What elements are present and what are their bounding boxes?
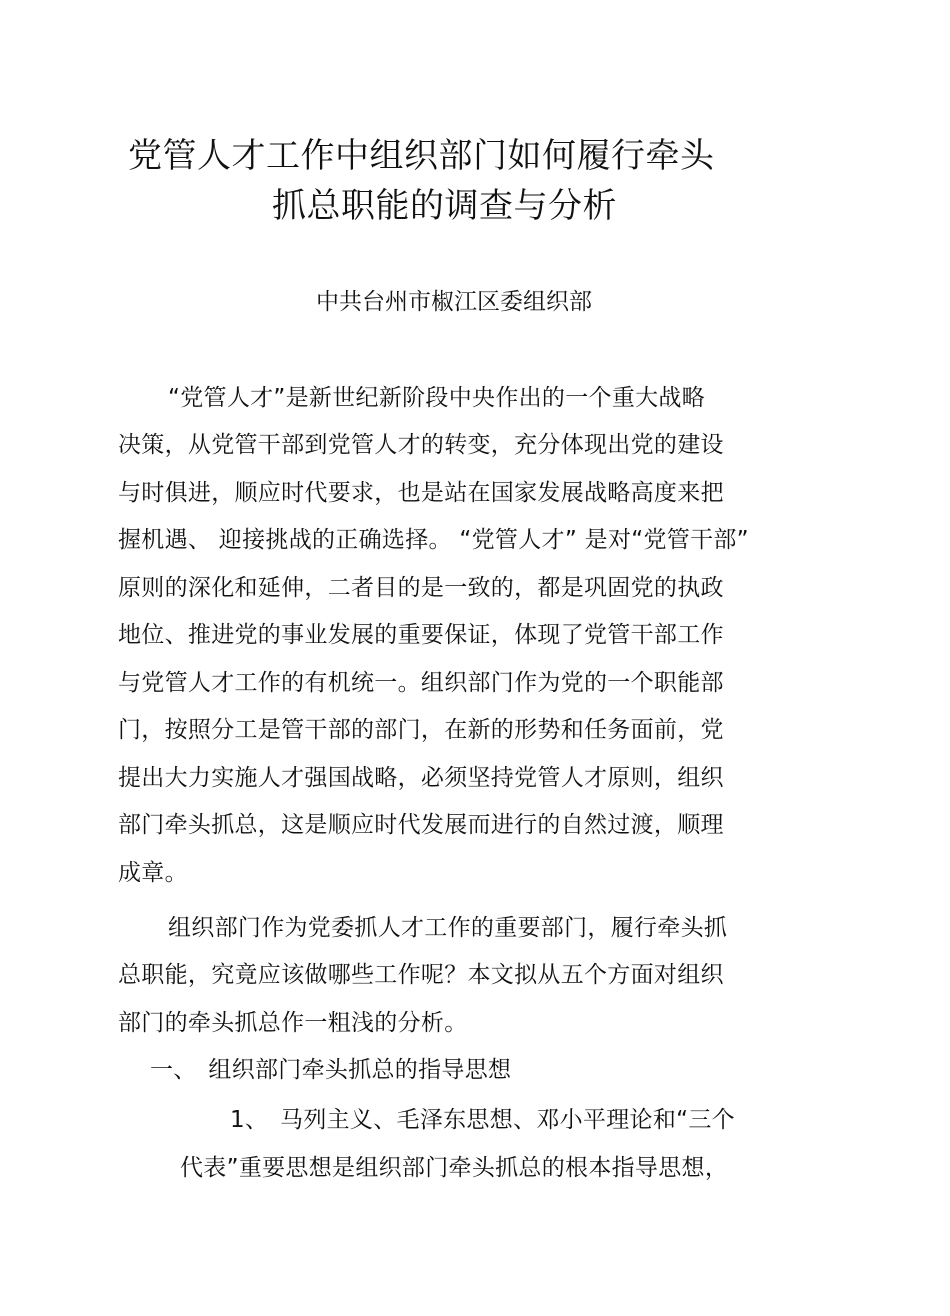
paragraph-1-line: 与党管人才工作的有机统一。组织部门作为党的一个职能部 <box>118 670 724 696</box>
paragraph-1-line: 与时俱进，顺应时代要求，也是站在国家发展战略高度来把 <box>118 480 724 506</box>
author-org: 中共台州市椒江区委组织部 <box>316 289 592 315</box>
paragraph-2-line: 总职能，究竟应该做哪些工作呢？本文拟从五个方面对组织 <box>118 962 724 988</box>
paragraph-2-line: 组织部门作为党委抓人才工作的重要部门，履行牵头抓 <box>168 915 728 941</box>
title-line-1: 党管人才工作中组织部门如何履行牵头 <box>128 136 715 176</box>
paragraph-1-line: 部门牵头抓总，这是顺应时代发展而进行的自然过渡，顺理 <box>118 812 724 838</box>
list-item-line: 1、 马列主义、毛泽东思想、邓小平理论和“三个 <box>230 1107 735 1133</box>
title-line-2: 抓总职能的调查与分析 <box>272 186 617 226</box>
paragraph-1-line: 地位、推进党的事业发展的重要保证，体现了党管干部工作 <box>118 622 724 648</box>
paragraph-1-line: 握机遇、 迎接挑战的正确选择。 “党管人才” 是对“党管干部” <box>118 527 749 553</box>
paragraph-1-line: 原则的深化和延伸，二者目的是一致的，都是巩固党的执政 <box>118 575 724 601</box>
paragraph-1-line: 决策，从党管干部到党管人才的转变，充分体现出党的建设 <box>118 432 724 458</box>
section-heading: 一、 组织部门牵头抓总的指导思想 <box>150 1057 512 1083</box>
paragraph-1-line: 成章。 <box>118 860 188 886</box>
paragraph-1-line: 门，按照分工是管干部的部门，在新的形势和任务面前，党 <box>118 717 724 743</box>
paragraph-1-line: “党管人才”是新世纪新阶段中央作出的一个重大战略 <box>168 385 706 411</box>
list-item-line: 代表”重要思想是组织部门牵头抓总的根本指导思想， <box>180 1155 729 1181</box>
paragraph-1-line: 提出大力实施人才强国战略，必须坚持党管人才原则，组织 <box>118 765 724 791</box>
paragraph-2-line: 部门的牵头抓总作一粗浅的分析。 <box>118 1010 468 1036</box>
